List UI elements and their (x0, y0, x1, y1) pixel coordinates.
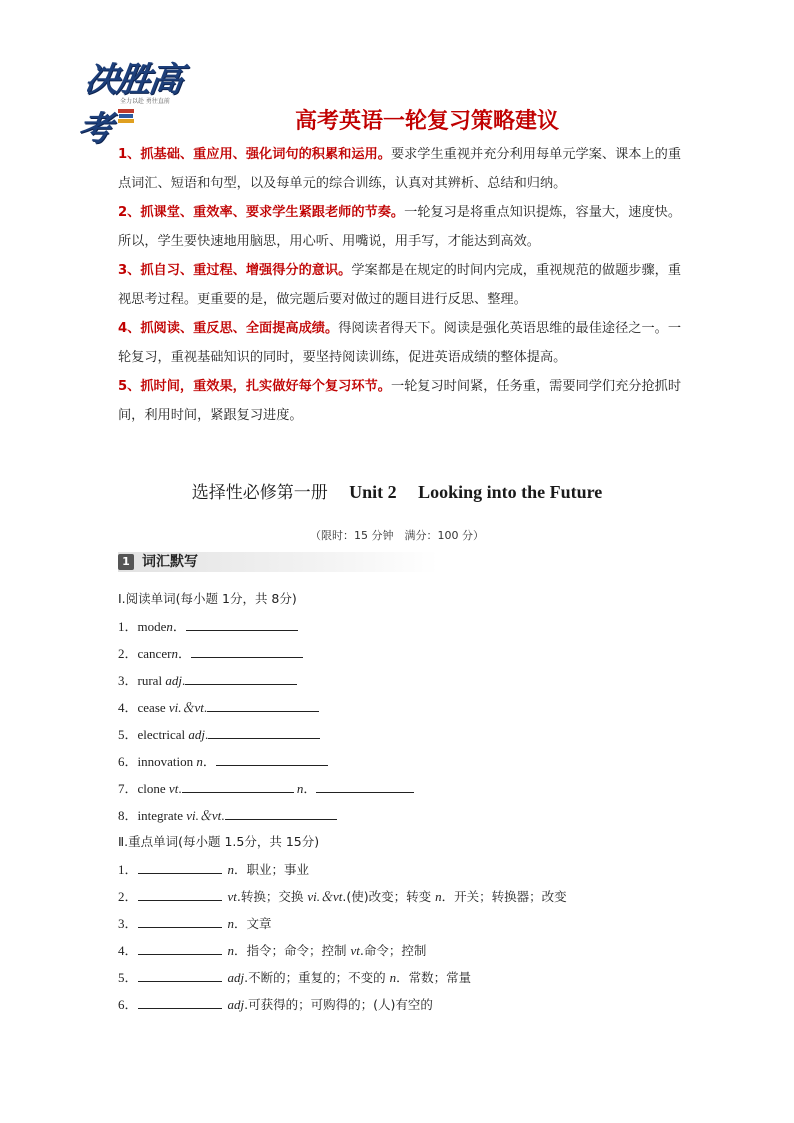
item-suffix: ． (202, 754, 216, 769)
item-pos: adj (227, 970, 245, 985)
item-number: 3． (118, 673, 138, 688)
item-word: innovation (137, 754, 197, 769)
item-pos: vi.＆vt (186, 808, 222, 823)
item-pos: vt (350, 943, 360, 958)
answer-blank[interactable] (138, 858, 222, 874)
list-item (118, 939, 698, 966)
item-suffix: ． (303, 781, 317, 796)
list-item (118, 777, 698, 804)
item-pos: adj (165, 673, 182, 688)
logo-text: 决胜高考 (75, 60, 184, 149)
strategy-item (118, 198, 686, 256)
item-number: 4． (118, 700, 138, 715)
strategy-item (118, 372, 686, 430)
item-extra-pos: n (296, 781, 304, 796)
item-suffix: ． (177, 646, 191, 661)
answer-blank[interactable] (208, 723, 320, 739)
answer-blank[interactable] (191, 642, 303, 658)
section-header (118, 552, 438, 572)
list-item (118, 993, 698, 1020)
item-pos: n (389, 970, 397, 985)
logo-tagline: 全力以赴 勇往直前 (120, 98, 170, 105)
unit-name: Looking into the Future (418, 482, 603, 502)
item-number: 7． (118, 781, 138, 796)
list-item (118, 858, 698, 885)
strategy-text: 一轮复习时间紧，任务重，需要同学们充分抢抓时间，利用时间，紧跟复习进度。 (118, 379, 682, 423)
item-number: 6． (118, 754, 138, 769)
answer-blank[interactable] (207, 696, 319, 712)
item-pos: n (227, 943, 235, 958)
item-suffix: . (203, 700, 208, 715)
answer-blank[interactable] (138, 966, 222, 982)
answer-blank[interactable] (138, 912, 222, 928)
unit-title (0, 478, 794, 503)
list-item (118, 669, 698, 696)
strategy-list (118, 140, 686, 430)
strategy-emphasis: 3、抓自习、重过程、增强得分的意识。 (118, 263, 352, 278)
list-item (118, 804, 698, 831)
list-item (118, 966, 698, 993)
item-number: 2． (118, 646, 138, 661)
item-meaning: .(使)改变；转变 (342, 889, 436, 904)
item-number: 2． (118, 889, 138, 904)
item-pos: n (166, 619, 173, 634)
item-suffix: ． (172, 619, 186, 634)
section-number: 1 (118, 554, 134, 570)
strategy-item (118, 256, 686, 314)
section-label: 词汇默写 (142, 554, 198, 570)
item-pos: vi.＆vt (168, 700, 204, 715)
item-pos: vi.＆vt (307, 889, 343, 904)
strategy-text: 要求学生重视并充分利用每单元学案、课本上的重点词汇、短语和句型，以及每单元的综合训练，认真对其辨析、总结和归纳。 (118, 147, 682, 191)
answer-blank[interactable] (225, 804, 337, 820)
list-item (118, 696, 698, 723)
item-word: mode (137, 619, 167, 634)
answer-blank[interactable] (182, 777, 294, 793)
item-number: 5． (118, 970, 138, 985)
strategy-text: 学案都是在规定的时间内完成，重视规范的做题步骤，重视思考过程。更重要的是，做完题后要对做过的题目进行反思、整理。 (118, 263, 682, 307)
strategy-emphasis: 1、抓基础、重应用、强化词句的积累和运用。 (118, 147, 391, 162)
strategy-item (118, 314, 686, 372)
item-suffix: . (181, 673, 186, 688)
item-number: 4． (118, 943, 138, 958)
item-pos: vt (168, 781, 179, 796)
answer-blank[interactable] (316, 777, 414, 793)
item-number: 8． (118, 808, 138, 823)
list-item (118, 750, 698, 777)
strategy-text: 得阅读者得天下。阅读是强化英语思维的最佳途径之一。一轮复习，重视基础知识的同时，要坚持阅读训练，促进英语成绩的整体提高。 (118, 321, 682, 365)
item-meaning: .转换；交换 (236, 889, 308, 904)
time-limit: （限时：15 分钟 满分：100 分） (310, 529, 484, 542)
item-pos: n (435, 889, 442, 904)
item-meaning: .可获得的；可购得的；(人)有空的 (244, 997, 433, 1012)
item-suffix: . (221, 808, 225, 823)
item-word: integrate (137, 808, 187, 823)
answer-blank[interactable] (186, 615, 298, 631)
answer-blank[interactable] (185, 669, 297, 685)
item-meaning: ．文章 (234, 916, 272, 931)
item-word: cease (137, 700, 169, 715)
strategy-emphasis: 2、抓课堂、重效率、要求学生紧跟老师的节奏。 (118, 205, 405, 220)
answer-blank[interactable] (138, 939, 222, 955)
unit-number: Unit 2 (349, 482, 397, 502)
item-word: rural (137, 673, 166, 688)
item-pos: vt (227, 889, 237, 904)
item-pos: adj (188, 727, 206, 742)
list-item (118, 885, 698, 912)
list-item (118, 723, 698, 750)
list-item (118, 912, 698, 939)
item-number: 3． (118, 916, 138, 931)
part2-heading: Ⅱ.重点单词(每小题 1.5分，共 15分) (118, 834, 320, 849)
item-suffix: . (178, 781, 182, 796)
item-meaning: ．常数；常量 (396, 970, 472, 985)
item-word: electrical (137, 727, 189, 742)
item-number: 1． (118, 619, 138, 634)
answer-blank[interactable] (138, 885, 222, 901)
item-pos: adj (227, 997, 245, 1012)
item-meaning: .命令；控制 (359, 943, 427, 958)
vocabulary-exercises (118, 588, 698, 1020)
list-item (118, 642, 698, 669)
item-meaning: ．职业；事业 (234, 862, 310, 877)
item-pos: n (227, 916, 235, 931)
item-pos: n (227, 862, 235, 877)
item-pos: n (171, 646, 178, 661)
item-meaning: ．指令；命令；控制 (234, 943, 351, 958)
strategy-emphasis: 4、抓阅读、重反思、全面提高成绩。 (118, 321, 339, 336)
answer-blank[interactable] (138, 993, 222, 1009)
item-word: clone (137, 781, 169, 796)
item-pos: n (196, 754, 203, 769)
unit-book: 选择性必修第一册 (191, 483, 328, 503)
page-title: 高考英语一轮复习策略建议 (294, 109, 559, 134)
item-word: cancer (137, 646, 172, 661)
strategy-emphasis: 5、抓时间，重效果，扎实做好每个复习环节。 (118, 379, 391, 394)
strategy-text: 一轮复习是将重点知识提炼，容量大，速度快。所以，学生要快速地用脑思，用心听、用嘴说，用手写，才能达到高效。 (118, 205, 682, 249)
list-item (118, 615, 698, 642)
item-meaning: .不断的；重复的；不变的 (244, 970, 390, 985)
item-number: 5． (118, 727, 138, 742)
item-number: 6． (118, 997, 138, 1012)
answer-blank[interactable] (216, 750, 328, 766)
strategy-item (118, 140, 686, 198)
item-meaning: ．开关；转换器；改变 (441, 889, 567, 904)
item-number: 1． (118, 862, 138, 877)
item-suffix: . (205, 727, 209, 742)
part1-heading: Ⅰ.阅读单词(每小题 1分，共 8分) (118, 591, 297, 606)
